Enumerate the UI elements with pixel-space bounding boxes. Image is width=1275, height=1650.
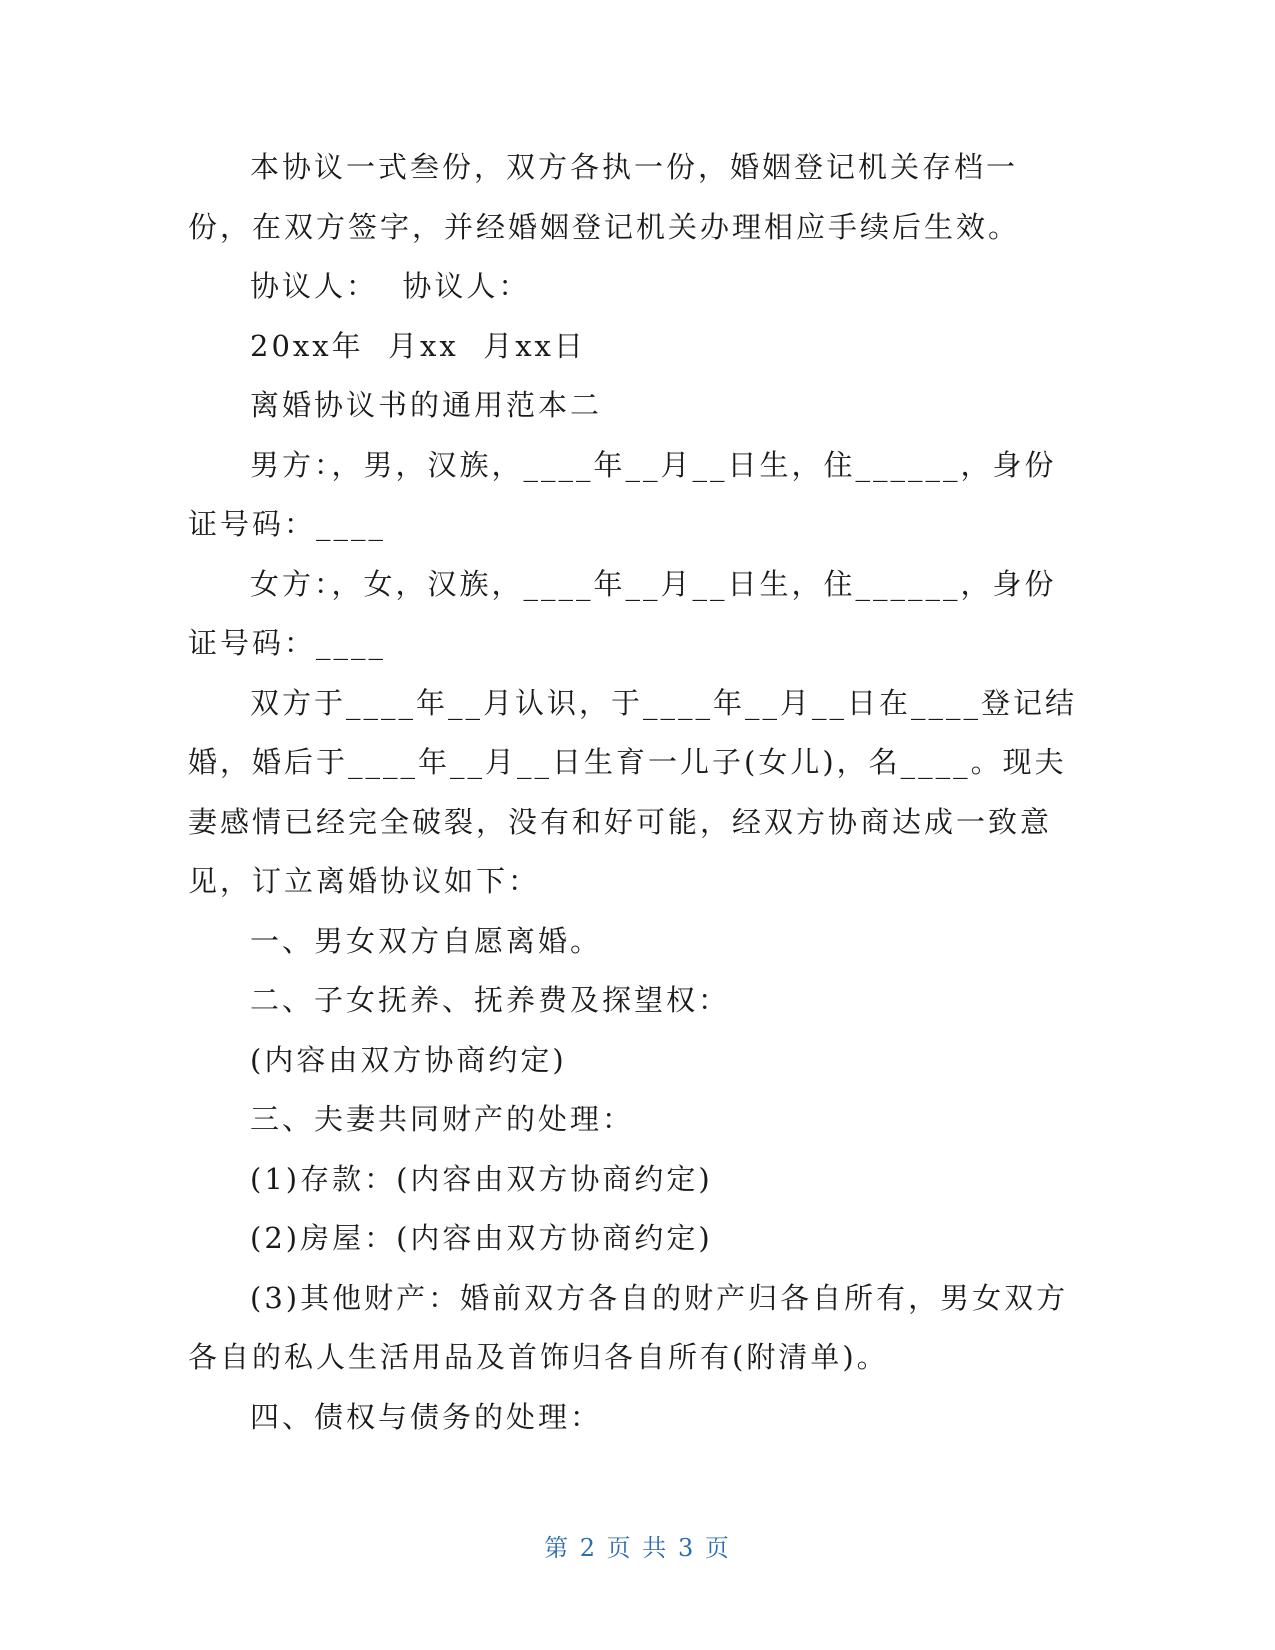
paragraph-marriage-history: 双方于____年__月认识，于____年__月__日在____登记结婚，婚后于____年__月__日生育一儿子(女儿)，名____。现夫妻感情已经完全破裂，没有和好可能，经双方协商达成一致意见，订立离婚协议如下：	[188, 685, 1078, 898]
section-title-template-two: 离婚协议书的通用范本二	[250, 388, 603, 422]
clause-three-deposits: (1)存款：(内容由双方协商约定)	[250, 1161, 713, 1196]
clause-three-housing: (2)房屋：(内容由双方协商约定)	[250, 1221, 713, 1255]
clause-four: 四、债权与债务的处理：	[250, 1399, 603, 1434]
clause-two-content: (内容由双方协商约定)	[250, 1042, 567, 1077]
paragraph-date: 20xx年 月xx 月xx日	[250, 328, 586, 363]
paragraph-signatories: 协议人： 协议人：	[250, 269, 531, 303]
paragraph-copies-effective: 本协议一式叁份，双方各执一份，婚姻登记机关存档一份，在双方签字，并经婚姻登记机关办理相应手续后生效。	[188, 150, 1021, 244]
clause-two: 二、子女抚养、抚养费及探望权：	[250, 983, 731, 1017]
document-body	[188, 138, 1078, 1447]
clause-three: 三、夫妻共同财产的处理：	[250, 1102, 635, 1136]
clause-three-other-property: (3)其他财产：婚前双方各自的财产归各自所有，男女双方各自的私人生活用品及首饰归各自所有(附清单)。	[188, 1280, 1069, 1374]
page-number-footer: 第 2 页 共 3 页	[544, 1534, 731, 1562]
paragraph-female-party: 女方：，女，汉族，____年__月__日生，住______，身份证号码：____	[188, 566, 1057, 660]
clause-one: 一、男女双方自愿离婚。	[250, 923, 603, 958]
paragraph-male-party: 男方：，男，汉族，____年__月__日生，住______，身份证号码：____	[188, 447, 1057, 541]
